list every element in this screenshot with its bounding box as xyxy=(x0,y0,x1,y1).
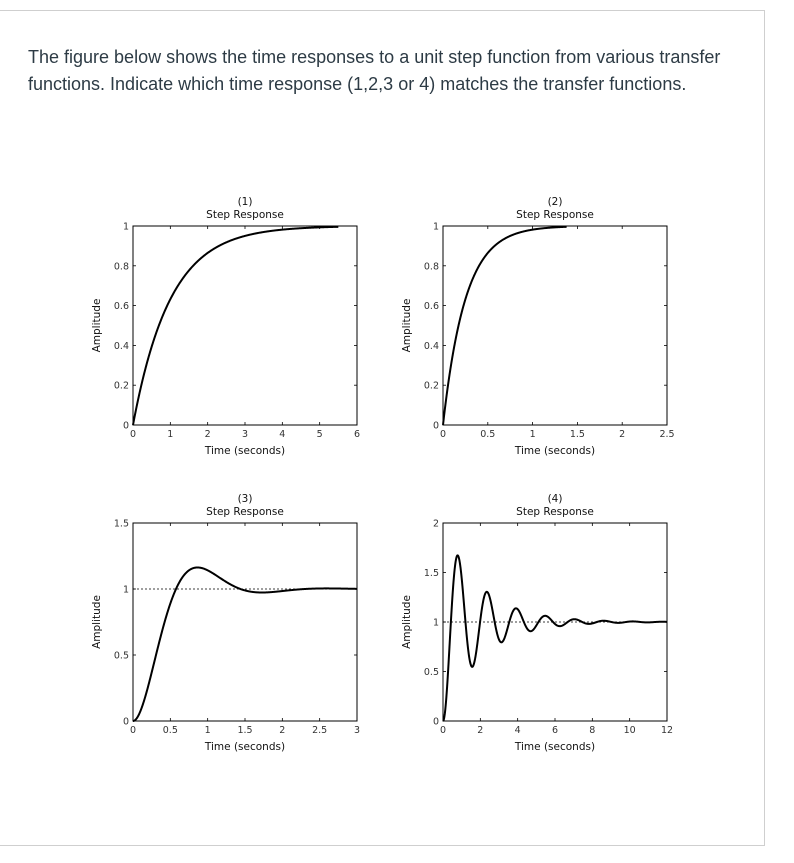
y-axis-label: Amplitude xyxy=(401,595,413,649)
x-tick-label: 1.5 xyxy=(569,429,585,440)
step-response-curve xyxy=(443,227,567,425)
x-tick-label: 4 xyxy=(279,429,286,440)
y-tick-label: 0 xyxy=(432,420,439,432)
x-tick-label: 1.5 xyxy=(237,725,253,736)
y-tick-label: 1 xyxy=(432,221,439,233)
plot-frame xyxy=(133,226,357,425)
chart-title: Step Response xyxy=(516,209,594,221)
y-tick-label: 0.6 xyxy=(113,301,129,313)
y-tick-label: 0.2 xyxy=(423,380,439,392)
x-tick-label: 4 xyxy=(514,725,521,736)
y-tick-label: 1 xyxy=(432,617,439,629)
x-tick-label: 12 xyxy=(660,725,674,736)
x-tick-label: 3 xyxy=(241,429,249,440)
y-tick-label: 2 xyxy=(432,518,439,530)
y-tick-label: 0 xyxy=(122,716,129,728)
x-tick-label: 0 xyxy=(439,429,447,440)
x-tick-label: 0.5 xyxy=(480,429,496,440)
x-tick-label: 2 xyxy=(477,725,484,736)
y-axis-label: Amplitude xyxy=(401,298,413,353)
x-tick-label: 0.5 xyxy=(162,725,178,736)
y-tick-label: 0.8 xyxy=(423,261,439,273)
plot-frame xyxy=(133,523,357,721)
y-tick-label: 0.4 xyxy=(113,340,129,352)
chart-title: Step Response xyxy=(516,506,594,518)
x-tick-label: 1 xyxy=(167,429,174,440)
y-tick-label: 0.4 xyxy=(423,340,439,352)
x-axis-label: Time (seconds) xyxy=(514,445,596,457)
chart-number: (4) xyxy=(547,493,563,505)
x-axis-label: Time (seconds) xyxy=(204,445,286,457)
x-tick-label: 6 xyxy=(551,725,559,736)
step-response-curve xyxy=(443,555,667,721)
x-tick-label: 1 xyxy=(204,725,211,736)
chart-number: (1) xyxy=(237,196,253,208)
chart-title: Step Response xyxy=(206,209,284,221)
y-axis-label: Amplitude xyxy=(91,595,103,649)
chart-panel-3 xyxy=(91,493,360,753)
y-tick-label: 1.5 xyxy=(423,568,439,579)
y-axis-label: Amplitude xyxy=(91,298,103,353)
x-tick-label: 6 xyxy=(353,429,361,440)
y-tick-label: 0 xyxy=(432,716,439,728)
x-tick-label: 2.5 xyxy=(659,429,675,440)
x-tick-label: 1 xyxy=(529,429,536,440)
y-tick-label: 1.5 xyxy=(113,518,129,530)
plot-frame xyxy=(443,226,667,425)
step-response-curve xyxy=(133,567,357,721)
chart-title: Step Response xyxy=(206,506,284,518)
y-tick-label: 0.2 xyxy=(113,380,129,392)
y-tick-label: 0 xyxy=(122,420,129,432)
question-text: The figure below shows the time responses to a unit step function from various transfer functions. Indicate which time response (1,2,3 or 4) matches the transfer functions. xyxy=(28,47,721,94)
chart-number: (3) xyxy=(237,493,253,505)
chart-panel-4 xyxy=(401,493,673,753)
chart-panel-1 xyxy=(91,196,360,457)
y-tick-label: 0.5 xyxy=(423,667,439,678)
x-tick-label: 2.5 xyxy=(312,725,328,736)
y-tick-label: 1 xyxy=(122,584,129,596)
x-tick-label: 3 xyxy=(353,725,361,736)
x-tick-label: 0 xyxy=(129,429,137,440)
y-tick-label: 1 xyxy=(122,221,129,233)
x-tick-label: 2 xyxy=(279,725,286,736)
x-tick-label: 0 xyxy=(439,725,447,736)
x-axis-label: Time (seconds) xyxy=(204,741,286,753)
x-tick-label: 8 xyxy=(589,725,596,736)
y-tick-label: 0.5 xyxy=(113,650,129,662)
y-tick-label: 0.6 xyxy=(423,301,439,313)
x-tick-label: 2 xyxy=(204,429,211,440)
x-tick-label: 0 xyxy=(129,725,137,736)
x-tick-label: 2 xyxy=(619,429,626,440)
x-axis-label: Time (seconds) xyxy=(514,741,596,753)
chart-number: (2) xyxy=(547,196,563,208)
chart-panel-2 xyxy=(401,196,675,457)
y-tick-label: 0.8 xyxy=(113,261,129,273)
x-tick-label: 5 xyxy=(316,429,323,440)
step-response-curve xyxy=(133,227,338,425)
x-tick-label: 10 xyxy=(623,725,636,736)
